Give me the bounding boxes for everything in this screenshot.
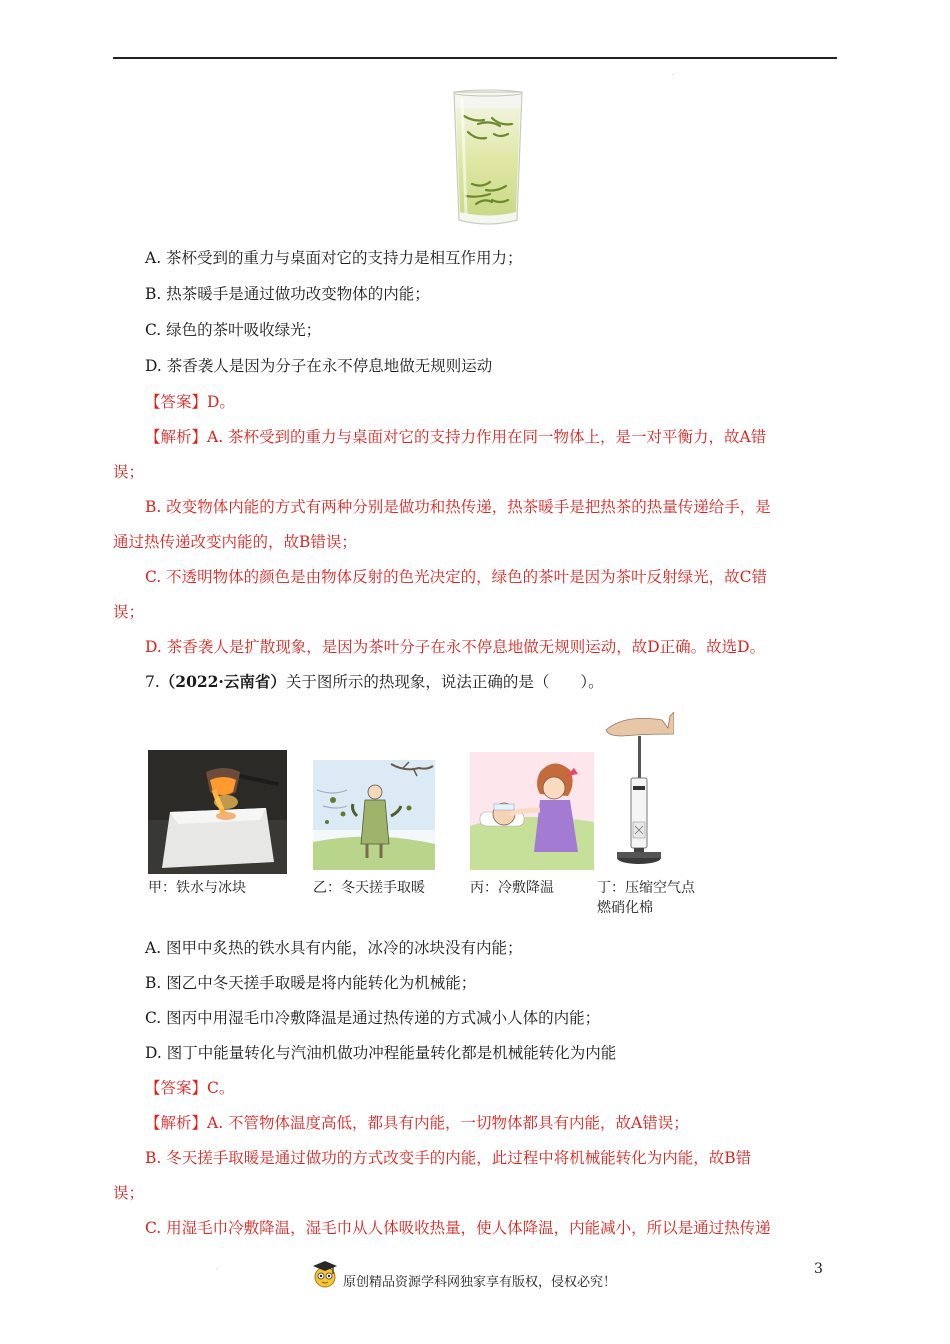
figure-iron-ice xyxy=(148,750,287,874)
q6-option-d: D. 茶香袭人是因为分子在永不停息地做无规则运动 xyxy=(145,357,493,375)
figure-rubbing-hands xyxy=(313,760,435,870)
mascot-logo-icon xyxy=(309,1258,341,1290)
caption-yi: 乙：冬天搓手取暖 xyxy=(313,880,425,896)
q6-analysis-line: D. 茶香袭人是扩散现象，是因为茶叶分子在永不停息地做无规则运动，故D正确。故选D。 xyxy=(145,638,766,656)
q7-option-b: B. 图乙中冬天搓手取暖是将内能转化为机械能； xyxy=(145,974,477,992)
page-number: 3 xyxy=(814,1261,823,1277)
q6-analysis-line: 【解析】A. 茶杯受到的重力与桌面对它的支持力作用在同一物体上，是一对平衡力，故A错 xyxy=(145,428,767,446)
q7-option-c: C. 图丙中用湿毛巾冷敷降温是通过热传递的方式减小人体的内能； xyxy=(145,1009,601,1027)
q6-analysis-line: 通过热传递改变内能的，故B错误； xyxy=(113,533,357,551)
q7-question: 关于图所示的热现象，说法正确的是（ ）。 xyxy=(285,673,604,691)
q7-analysis-line: 【解析】A. 不管物体温度高低，都具有内能，一切物体都具有内能，故A错误； xyxy=(145,1114,689,1132)
q7-analysis-line: B. 冬天搓手取暖是通过做功的方式改变手的内能，此过程中将机械能转化为内能，故B错 xyxy=(145,1149,752,1167)
caption-jia: 甲：铁水与冰块 xyxy=(148,880,246,896)
header-mark: · xyxy=(672,72,674,79)
copyright-footer: 原创精品资源学科网独家享有版权，侵权必究！ xyxy=(343,1275,617,1290)
header-rule xyxy=(113,57,837,59)
q6-answer: 【答案】D。 xyxy=(145,393,235,411)
figure-cold-compress xyxy=(470,752,594,870)
figure-air-compression xyxy=(604,712,674,868)
tea-glass-image xyxy=(448,88,528,230)
q7-stem xyxy=(145,671,604,693)
footer-mark: · xyxy=(216,1266,218,1273)
q6-analysis-line: 误； xyxy=(113,603,145,621)
q7-option-a: A. 图甲中炙热的铁水具有内能，冰冷的冰块没有内能； xyxy=(145,939,523,957)
caption-bing: 丙：冷敷降温 xyxy=(470,880,554,896)
q7-analysis-line: 误； xyxy=(113,1184,145,1202)
q7-analysis-line: C. 用湿毛巾冷敷降温，湿毛巾从人体吸收热量，使人体降温，内能减小，所以是通过热传递 xyxy=(145,1219,771,1237)
q7-answer: 【答案】C。 xyxy=(145,1079,235,1097)
caption-ding: 丁：压缩空气点 xyxy=(597,880,695,896)
q7-number: 7. xyxy=(145,673,160,691)
q6-analysis-line: C. 不透明物体的颜色是由物体反射的色光决定的，绿色的茶叶是因为茶叶反射绿光，故C错 xyxy=(145,568,768,586)
caption-ding-2: 燃硝化棉 xyxy=(597,900,653,916)
q6-analysis-line: 误； xyxy=(113,463,145,481)
q6-option-b: B. 热茶暖手是通过做功改变物体的内能； xyxy=(145,285,430,303)
q7-option-d: D. 图丁中能量转化与汽油机做功冲程能量转化都是机械能转化为内能 xyxy=(145,1044,617,1062)
q6-analysis-line: B. 改变物体内能的方式有两种分别是做功和热传递，热茶暖手是把热茶的热量传递给手，是 xyxy=(145,498,771,516)
q7-source: （2022·云南省） xyxy=(159,672,286,691)
q6-option-a: A. 茶杯受到的重力与桌面对它的支持力是相互作用力； xyxy=(145,249,523,267)
q6-option-c: C. 绿色的茶叶吸收绿光； xyxy=(145,321,322,339)
